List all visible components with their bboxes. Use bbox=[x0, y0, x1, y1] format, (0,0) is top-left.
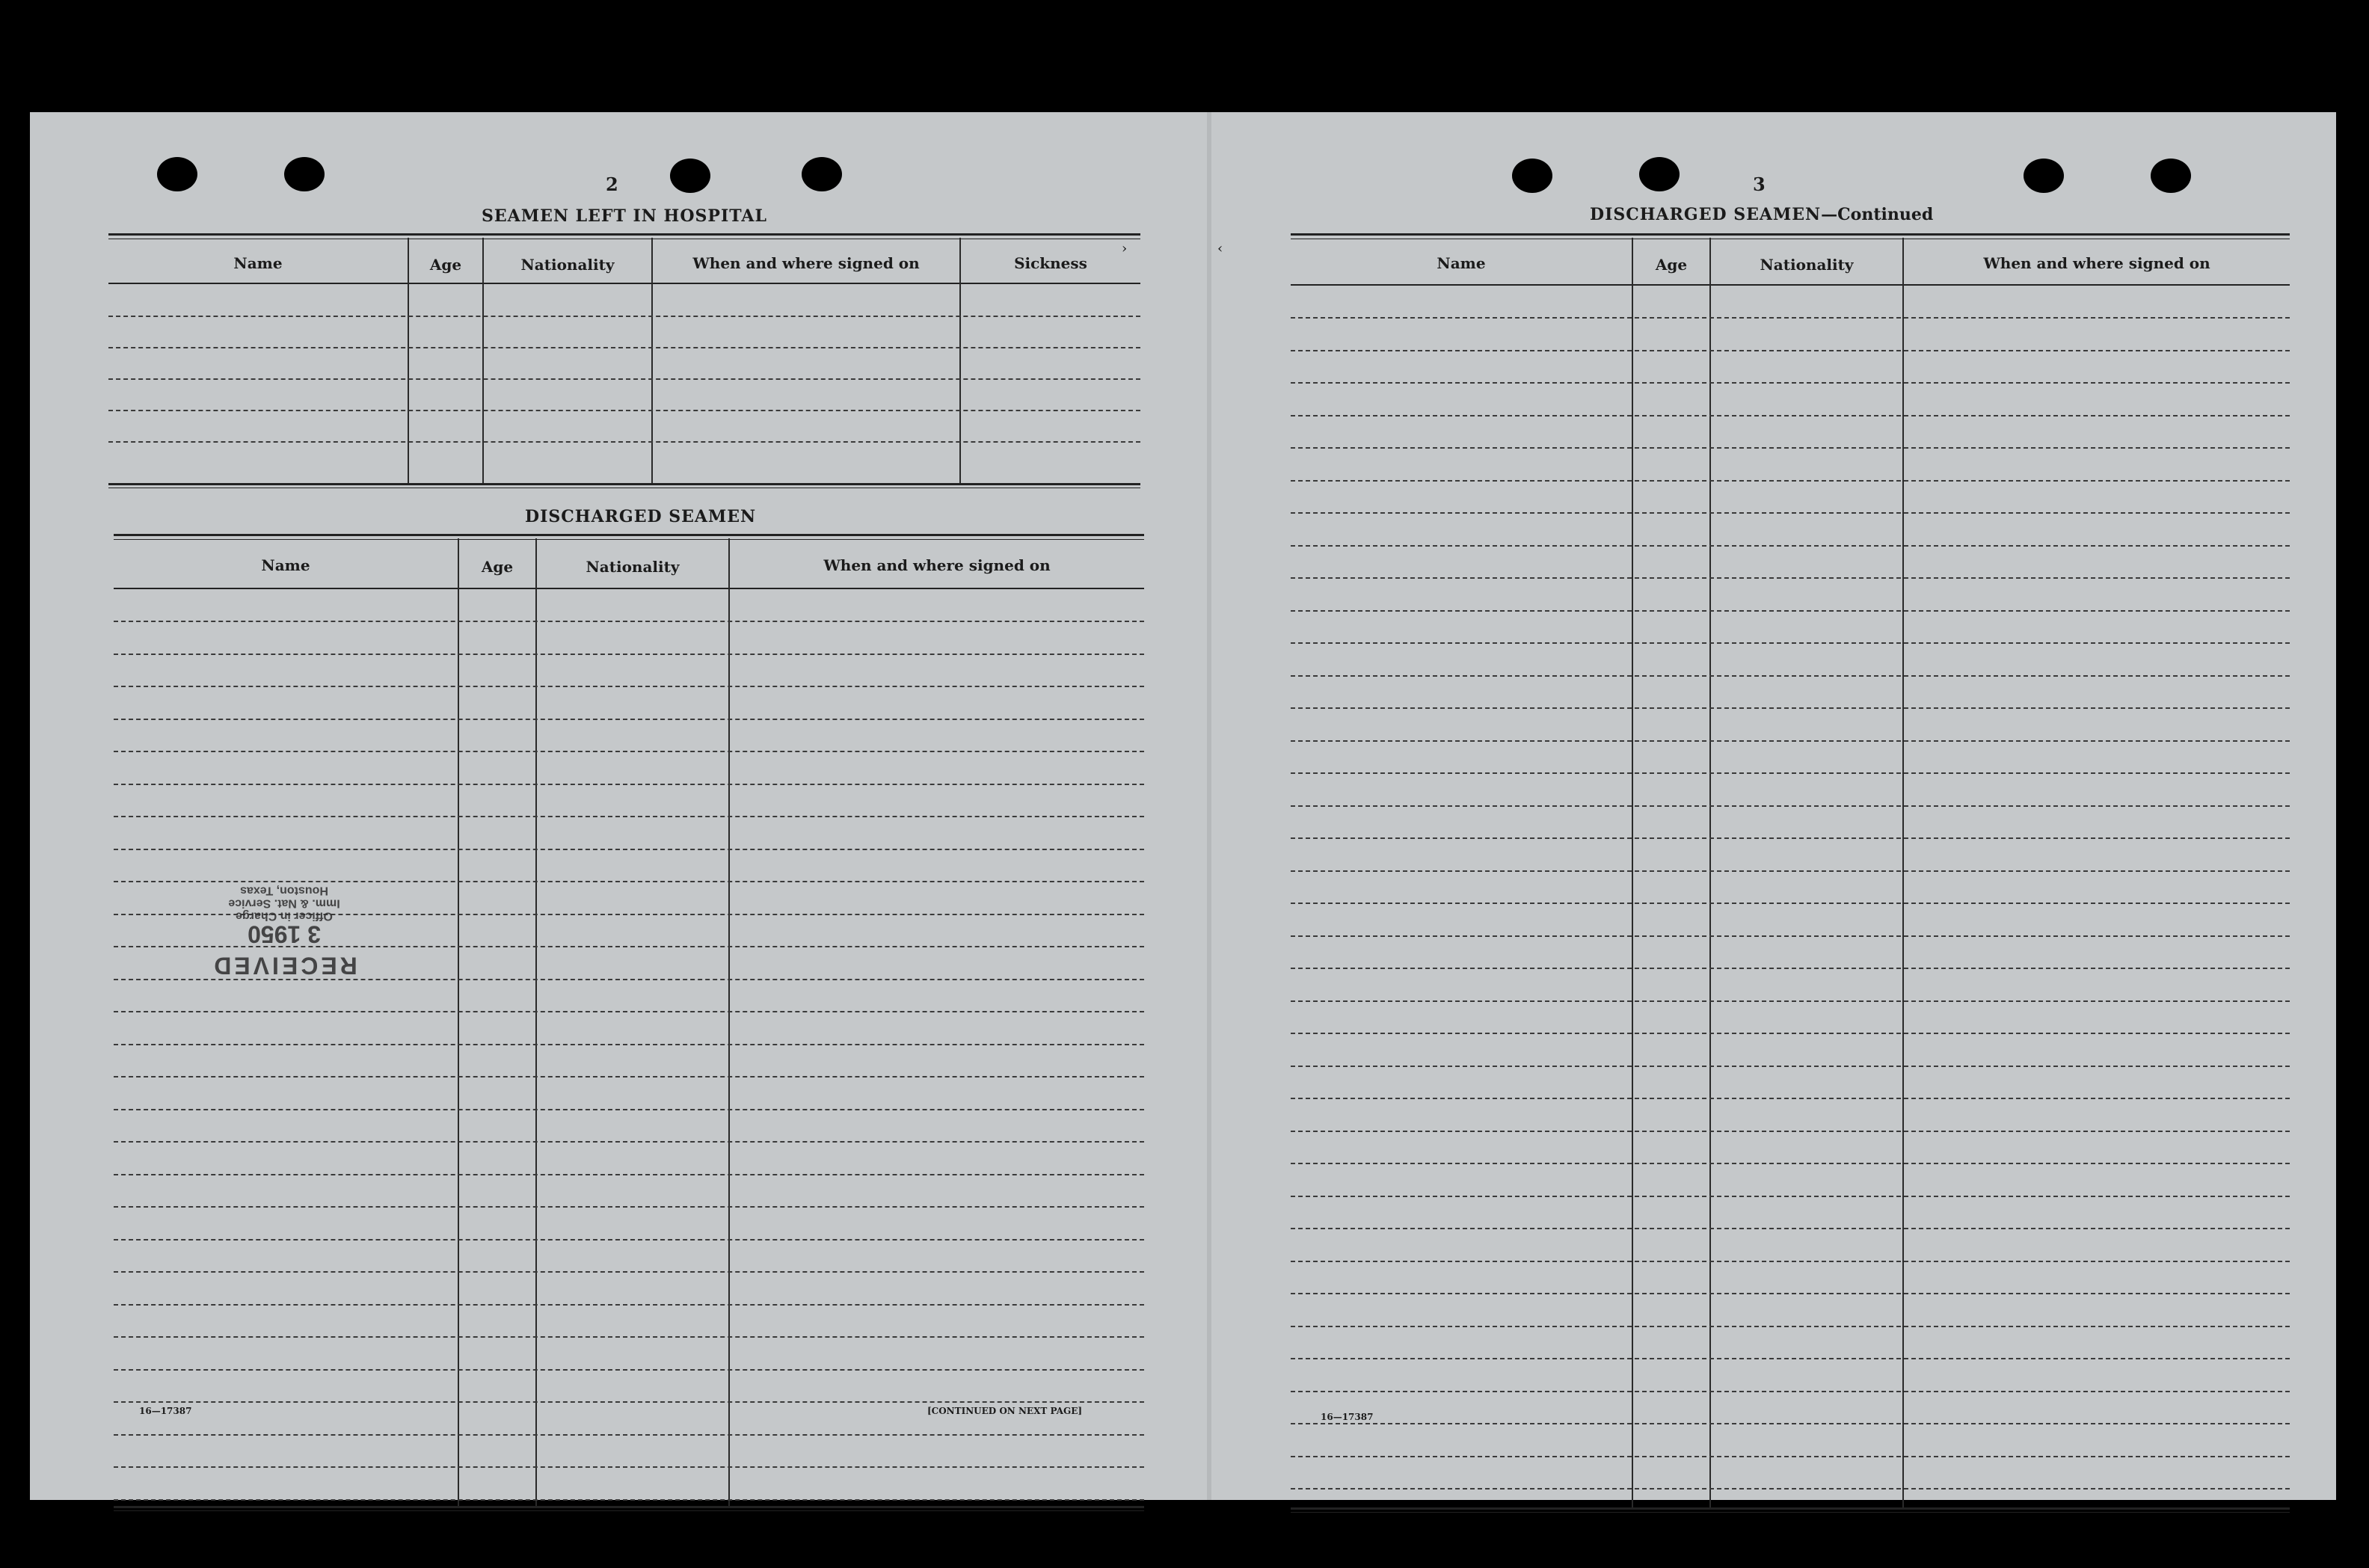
column-divider bbox=[651, 238, 653, 485]
punch-hole bbox=[284, 157, 325, 191]
column-divider bbox=[1709, 238, 1711, 1507]
table-top-rule bbox=[108, 233, 1140, 239]
table-row bbox=[1291, 1066, 2290, 1067]
table-row bbox=[114, 1466, 1144, 1468]
header-bottom-rule bbox=[1291, 284, 2290, 286]
table-row bbox=[1291, 772, 2290, 774]
table-row bbox=[1291, 1131, 2290, 1132]
table-top-rule bbox=[114, 534, 1144, 540]
table-row bbox=[1291, 1033, 2290, 1034]
discharged-heading: DISCHARGED SEAMEN bbox=[525, 507, 757, 526]
table-row bbox=[1291, 935, 2290, 937]
col-head-when-where: When and where signed on bbox=[823, 556, 1051, 574]
column-divider bbox=[1902, 238, 1904, 1507]
table-row bbox=[114, 1174, 1144, 1175]
table-row bbox=[114, 1141, 1144, 1143]
table-row bbox=[114, 1434, 1144, 1436]
table-row bbox=[1291, 1293, 2290, 1294]
table-row bbox=[1291, 1423, 2290, 1424]
table-row bbox=[114, 686, 1144, 687]
col-head-age: Age bbox=[481, 558, 514, 576]
table-row bbox=[1291, 1196, 2290, 1197]
margin-mark: › bbox=[1122, 241, 1128, 256]
column-divider bbox=[1632, 238, 1633, 1507]
table-end-rule bbox=[108, 483, 1140, 488]
table-row bbox=[1291, 415, 2290, 416]
table-row bbox=[1291, 805, 2290, 807]
page-number: 3 bbox=[1753, 173, 1766, 195]
table-row bbox=[1291, 1098, 2290, 1099]
table-row bbox=[114, 1336, 1144, 1338]
column-divider bbox=[458, 538, 459, 1507]
table-row bbox=[114, 1304, 1144, 1306]
left-page bbox=[30, 112, 1207, 1500]
col-head-name: Name bbox=[1437, 254, 1486, 272]
table-row bbox=[114, 1369, 1144, 1371]
table-row bbox=[108, 441, 1140, 443]
column-divider bbox=[959, 238, 961, 485]
punch-hole bbox=[2024, 159, 2064, 193]
table-row bbox=[108, 347, 1140, 348]
table-row bbox=[1291, 382, 2290, 384]
form-number: 16—17387 bbox=[1321, 1412, 1374, 1422]
table-row bbox=[114, 1401, 1144, 1403]
table-row bbox=[1291, 1488, 2290, 1489]
col-head-nationality: Nationality bbox=[520, 256, 615, 274]
column-divider bbox=[535, 538, 537, 1507]
continued-note: [CONTINUED ON NEXT PAGE] bbox=[927, 1406, 1083, 1416]
punch-hole bbox=[2151, 159, 2191, 193]
table-top-rule bbox=[1291, 233, 2290, 239]
col-head-age: Age bbox=[1655, 256, 1688, 274]
form-number: 16—17387 bbox=[139, 1406, 192, 1416]
table-row bbox=[114, 1271, 1144, 1273]
table-row bbox=[1291, 837, 2290, 839]
hospital-table bbox=[108, 233, 1140, 488]
header-bottom-rule bbox=[108, 283, 1140, 284]
table-row bbox=[1291, 1358, 2290, 1359]
table-end-rule bbox=[1291, 1507, 2290, 1513]
col-head-name: Name bbox=[233, 254, 283, 272]
table-row bbox=[1291, 740, 2290, 742]
table-row bbox=[1291, 577, 2290, 579]
discharged-table bbox=[114, 534, 1144, 1510]
table-row bbox=[1291, 317, 2290, 319]
margin-mark: ‹ bbox=[1217, 241, 1223, 256]
table-row bbox=[1291, 1163, 2290, 1164]
col-head-age: Age bbox=[429, 256, 462, 274]
table-row bbox=[1291, 545, 2290, 547]
table-row bbox=[114, 1109, 1144, 1110]
table-row bbox=[108, 410, 1140, 411]
heading-suffix: —Continued bbox=[1821, 205, 1934, 224]
table-row bbox=[114, 654, 1144, 655]
table-row bbox=[114, 816, 1144, 817]
table-row bbox=[114, 719, 1144, 720]
hospital-heading: SEAMEN LEFT IN HOSPITAL bbox=[482, 206, 767, 226]
table-row bbox=[114, 1206, 1144, 1208]
table-row bbox=[108, 316, 1140, 317]
table-row bbox=[114, 751, 1144, 752]
table-row bbox=[114, 784, 1144, 785]
table-row bbox=[1291, 447, 2290, 449]
table-row bbox=[1291, 1391, 2290, 1392]
header-bottom-rule bbox=[114, 588, 1144, 589]
table-row bbox=[1291, 870, 2290, 872]
right-page bbox=[1211, 112, 2336, 1500]
table-row bbox=[1291, 968, 2290, 969]
column-divider bbox=[408, 238, 409, 485]
table-row bbox=[114, 1499, 1144, 1501]
table-row bbox=[114, 1239, 1144, 1240]
table-row bbox=[108, 378, 1140, 380]
table-row bbox=[1291, 903, 2290, 904]
punch-hole bbox=[1639, 157, 1680, 191]
table-row bbox=[114, 881, 1144, 882]
table-row bbox=[1291, 610, 2290, 612]
table-row bbox=[1291, 350, 2290, 351]
table-row bbox=[1291, 1000, 2290, 1002]
table-end-rule bbox=[114, 1506, 1144, 1511]
table-row bbox=[114, 1011, 1144, 1012]
table-row bbox=[114, 849, 1144, 850]
table-row bbox=[114, 1076, 1144, 1077]
table-row bbox=[1291, 675, 2290, 677]
col-head-nationality: Nationality bbox=[586, 558, 680, 576]
table-row bbox=[1291, 1228, 2290, 1229]
column-divider bbox=[728, 538, 730, 1507]
table-row bbox=[1291, 512, 2290, 514]
table-row bbox=[1291, 1326, 2290, 1327]
table-row bbox=[114, 621, 1144, 622]
page-number: 2 bbox=[606, 173, 618, 195]
column-divider bbox=[482, 238, 484, 485]
table-row bbox=[1291, 1261, 2290, 1262]
punch-hole bbox=[802, 157, 842, 191]
table-row bbox=[114, 1044, 1144, 1045]
discharged-continued-table bbox=[1291, 233, 2290, 1513]
punch-hole bbox=[1512, 159, 1552, 193]
col-head-nationality: Nationality bbox=[1760, 256, 1854, 274]
heading-text: DISCHARGED SEAMEN bbox=[1590, 205, 1822, 224]
received-stamp: RECEIVED 3 1950 Officer in Charge Imm. & Nat. Service Houston, Texas bbox=[211, 884, 357, 980]
col-head-when-where: When and where signed on bbox=[1983, 254, 2210, 272]
table-row bbox=[1291, 480, 2290, 482]
table-row bbox=[1291, 707, 2290, 709]
col-head-name: Name bbox=[261, 556, 310, 574]
punch-hole bbox=[670, 159, 710, 193]
scanned-document bbox=[30, 112, 2336, 1500]
table-row bbox=[1291, 642, 2290, 644]
table-row bbox=[1291, 1456, 2290, 1457]
col-head-sickness: Sickness bbox=[1014, 254, 1087, 272]
discharged-continued-heading bbox=[1590, 205, 1933, 224]
punch-hole bbox=[157, 157, 197, 191]
col-head-when-where: When and where signed on bbox=[692, 254, 920, 272]
